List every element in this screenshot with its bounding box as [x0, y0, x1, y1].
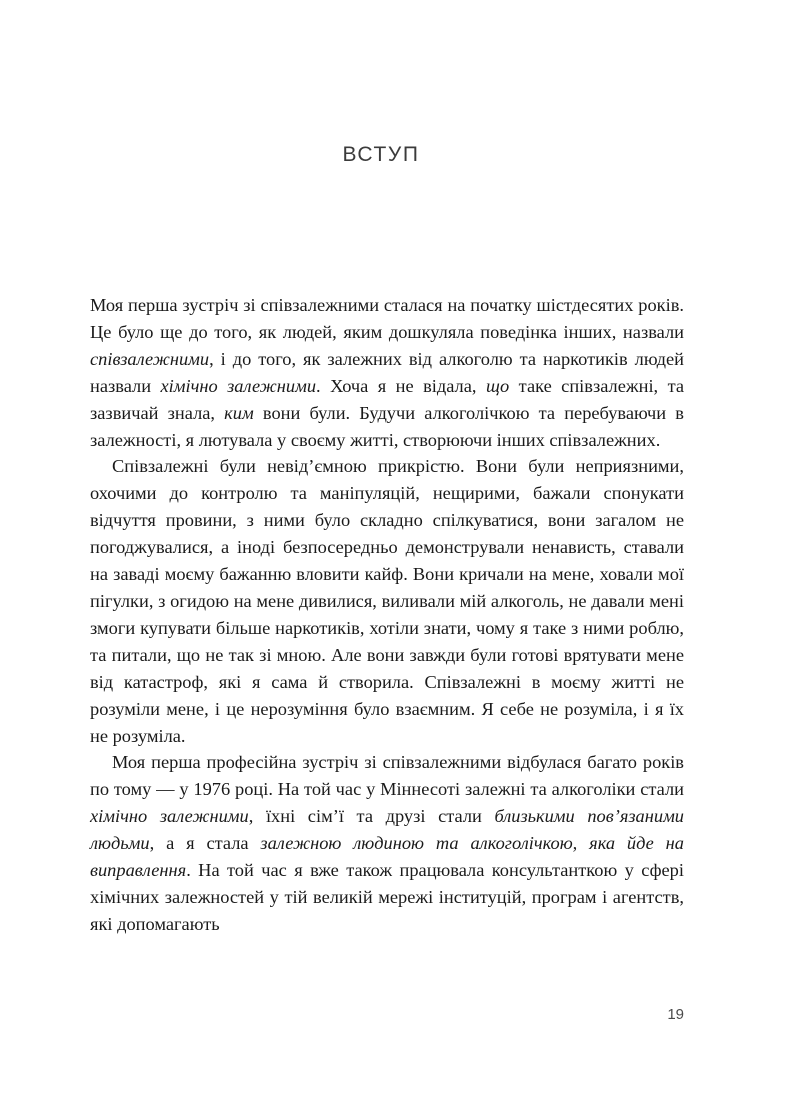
paragraph — [90, 749, 684, 937]
emphasis-run: хімічно залежними — [90, 806, 249, 827]
emphasis-run: що — [485, 375, 510, 396]
emphasis-run: ким — [224, 402, 254, 423]
body-text-column — [90, 292, 684, 938]
emphasis-run: близькими пов’язаними людьми — [90, 806, 685, 854]
text-run: . На той час я вже також працювала консультанткою у сфері хімічних залежностей у тій великій мережі інституцій, програм і агентств, які допомагають — [90, 860, 684, 934]
page-number: 19 — [667, 1006, 684, 1023]
emphasis-run: співзалежними — [90, 348, 210, 369]
emphasis-run: хімічно залежними — [160, 375, 317, 396]
text-run: , і до того, як залежних від алкоголю та наркотиків людей назвали — [90, 348, 684, 396]
paragraph — [90, 453, 684, 749]
text-run: таке співзалежні, та зазвичай знала, — [90, 375, 685, 423]
text-run: Співзалежні були невід’ємною прикрістю. Вони були неприязними, охочими до контролю та маніпуляцій, нещирими, бажали спонукати відчуття провини, з ними було складно спілкуватися, вони загалом не погоджувалися, а іноді безпосередньо демонстрували ненависть, ставали на заваді моєму бажанню вловити кайф. Вони кричали на мене, ховали мої пігулки, з огидою на мене дивилися, виливали мій алкоголь, не давали мені змоги купувати більше наркотиків, хотіли знати, чому я таке з ними роблю, та питали, що не так зі мною. Але вони завжди були готові врятувати мене від катастроф, які я сама й створила. Співзалежні в моєму житті не розуміли мене, і це нерозуміння було взаємним. Я себе не розуміла, і я їх не розуміла. — [90, 456, 684, 746]
paragraph — [90, 292, 684, 453]
page-title: ВСТУП — [342, 143, 420, 166]
text-run: . Хоча я не відала, — [316, 375, 486, 396]
text-run: Моя перша зустріч зі співзалежними сталася на початку шістдесятих років. Це було ще до того, як людей, яким дошкуляла поведінка інших, назвали — [90, 295, 684, 342]
text-run: , а я стала — [149, 833, 261, 854]
emphasis-run: залежною людиною та алкоголічкою, яка йде на виправлення — [90, 833, 684, 881]
text-run: , їхні сім’ї та друзі стали — [248, 806, 495, 827]
text-run: Моя перша професійна зустріч зі співзалежними відбулася багато років по тому — у 1976 році. На той час у Міннесоті залежні та алкоголіки стали — [90, 752, 684, 800]
text-run: вони були. Будучи алкоголічкою та перебуваючи в залежності, я лютувала у своєму житті, створюючи інших співзалежних. — [90, 402, 684, 450]
